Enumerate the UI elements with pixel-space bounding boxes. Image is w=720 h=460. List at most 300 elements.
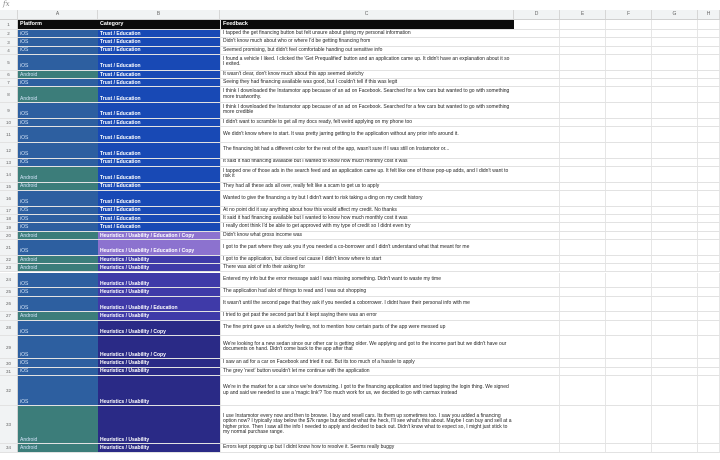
empty-cell[interactable]	[514, 103, 560, 118]
empty-cell[interactable]	[514, 288, 560, 295]
row-number[interactable]: 7	[0, 79, 18, 86]
empty-cell[interactable]	[652, 191, 698, 206]
empty-cell[interactable]	[514, 47, 560, 54]
row-number[interactable]: 19	[0, 223, 18, 230]
empty-cell[interactable]	[698, 273, 720, 288]
category-cell[interactable]: Trust / Education	[98, 119, 220, 126]
feedback-cell[interactable]: Didn't know what gross income was	[220, 232, 514, 239]
empty-cell[interactable]	[606, 47, 652, 54]
empty-cell[interactable]	[698, 336, 720, 358]
feedback-cell[interactable]: I tapped the get financing button but felt unsure about giving my personal information	[220, 30, 514, 37]
platform-cell[interactable]: iOS	[18, 103, 98, 118]
platform-cell[interactable]: iOS	[18, 215, 98, 222]
feedback-cell[interactable]: It wasn't until the second page that they ask if you needed a coborrower. I didnt have their personal info with me	[220, 297, 514, 312]
empty-cell[interactable]	[652, 240, 698, 255]
empty-cell[interactable]	[606, 297, 652, 312]
empty-cell[interactable]	[698, 321, 720, 336]
category-cell[interactable]: Trust / Education	[98, 127, 220, 142]
row-number[interactable]: 28	[0, 321, 18, 336]
empty-cell[interactable]	[560, 288, 606, 295]
row-number[interactable]: 4	[0, 47, 18, 54]
empty-cell[interactable]	[698, 191, 720, 206]
empty-cell[interactable]	[606, 312, 652, 319]
empty-cell[interactable]	[560, 127, 606, 142]
formula-bar[interactable]	[0, 0, 720, 10]
empty-cell[interactable]	[560, 406, 606, 443]
empty-cell[interactable]	[606, 79, 652, 86]
feedback-cell[interactable]: The grey 'next' button wouldn't let me continue with the application	[220, 368, 514, 375]
platform-cell[interactable]: iOS	[18, 223, 98, 230]
empty-cell[interactable]	[698, 159, 720, 166]
category-cell[interactable]: Heuristics / Usability / Education	[98, 297, 220, 312]
category-cell[interactable]: Heuristics / Usability	[98, 368, 220, 375]
platform-cell[interactable]: iOS	[18, 288, 98, 295]
empty-cell[interactable]	[652, 368, 698, 375]
empty-cell[interactable]	[652, 119, 698, 126]
category-cell[interactable]: Trust / Education	[98, 191, 220, 206]
empty-cell[interactable]	[606, 288, 652, 295]
feedback-cell[interactable]: They had all these ads all over, really felt like a scam to get us to apply	[220, 183, 514, 190]
category-cell[interactable]: Heuristics / Usability	[98, 273, 220, 288]
empty-cell[interactable]	[698, 359, 720, 366]
empty-cell[interactable]	[606, 103, 652, 118]
empty-cell[interactable]	[652, 20, 698, 29]
empty-cell[interactable]	[606, 119, 652, 126]
feedback-cell[interactable]: I saw an ad for a car on Facebook and tried it out. But its too much of a hassle to apply	[220, 359, 514, 366]
feedback-cell[interactable]: Wanted to give the financing a try but I didn't want to risk taking a ding on my credit history	[220, 191, 514, 206]
row-number[interactable]: 18	[0, 215, 18, 222]
feedback-cell[interactable]: I didn't want to scramble to get all my docs ready, felt weird applying on my phone too	[220, 119, 514, 126]
empty-cell[interactable]	[606, 273, 652, 288]
category-cell[interactable]: Heuristics / Usability / Copy	[98, 336, 220, 358]
feedback-cell[interactable]: Seemed promising, but didn't feel comfortable handing out sensitive info	[220, 47, 514, 54]
empty-cell[interactable]	[698, 79, 720, 86]
category-cell[interactable]: Trust / Education	[98, 47, 220, 54]
category-cell[interactable]: Trust / Education	[98, 159, 220, 166]
column-header-f[interactable]: F	[606, 10, 652, 19]
header-feedback[interactable]: Feedback	[220, 20, 514, 29]
empty-cell[interactable]	[606, 223, 652, 230]
empty-cell[interactable]	[560, 143, 606, 158]
empty-cell[interactable]	[652, 183, 698, 190]
category-cell[interactable]: Heuristics / Usability	[98, 288, 220, 295]
empty-cell[interactable]	[606, 127, 652, 142]
empty-cell[interactable]	[560, 30, 606, 37]
feedback-cell[interactable]: I found a vehicle I liked. I clicked the 'Get Prequalified' button and an application came up. It didn't have an explanation about it so I exited.	[220, 55, 514, 70]
row-number[interactable]: 14	[0, 167, 18, 182]
empty-cell[interactable]	[698, 368, 720, 375]
empty-cell[interactable]	[698, 167, 720, 182]
empty-cell[interactable]	[652, 47, 698, 54]
platform-cell[interactable]: Android	[18, 444, 98, 451]
column-header-g[interactable]: G	[652, 10, 698, 19]
empty-cell[interactable]	[514, 297, 560, 312]
platform-cell[interactable]: iOS	[18, 273, 98, 288]
empty-cell[interactable]	[652, 71, 698, 78]
platform-cell[interactable]: iOS	[18, 127, 98, 142]
empty-cell[interactable]	[652, 38, 698, 45]
empty-cell[interactable]	[560, 87, 606, 102]
empty-cell[interactable]	[514, 167, 560, 182]
category-cell[interactable]: Heuristics / Usability / Education / Copy	[98, 240, 220, 255]
empty-cell[interactable]	[698, 207, 720, 214]
platform-cell[interactable]: Android	[18, 312, 98, 319]
empty-cell[interactable]	[560, 183, 606, 190]
column-header-d[interactable]: D	[514, 10, 560, 19]
feedback-cell[interactable]: It said it had financing available but I wanted to know how much monthly cost it was	[220, 215, 514, 222]
category-cell[interactable]: Heuristics / Usability	[98, 312, 220, 319]
empty-cell[interactable]	[606, 38, 652, 45]
platform-cell[interactable]: Android	[18, 406, 98, 443]
feedback-cell[interactable]: The application had alot of things to read and I was out shopping	[220, 288, 514, 295]
empty-cell[interactable]	[698, 264, 720, 271]
empty-cell[interactable]	[560, 264, 606, 271]
empty-cell[interactable]	[652, 167, 698, 182]
empty-cell[interactable]	[652, 30, 698, 37]
empty-cell[interactable]	[514, 359, 560, 366]
platform-cell[interactable]: iOS	[18, 143, 98, 158]
empty-cell[interactable]	[652, 223, 698, 230]
empty-cell[interactable]	[514, 71, 560, 78]
row-number[interactable]: 31	[0, 368, 18, 375]
category-cell[interactable]: Trust / Education	[98, 71, 220, 78]
empty-cell[interactable]	[514, 79, 560, 86]
empty-cell[interactable]	[606, 55, 652, 70]
empty-cell[interactable]	[698, 38, 720, 45]
empty-cell[interactable]	[606, 167, 652, 182]
empty-cell[interactable]	[698, 20, 720, 29]
row-number[interactable]: 23	[0, 264, 18, 271]
empty-cell[interactable]	[652, 321, 698, 336]
row-number[interactable]: 2	[0, 30, 18, 37]
header-platform[interactable]: Platform	[18, 20, 98, 29]
column-header-b[interactable]: B	[98, 10, 220, 19]
empty-cell[interactable]	[514, 223, 560, 230]
empty-cell[interactable]	[652, 406, 698, 443]
empty-cell[interactable]	[560, 167, 606, 182]
empty-cell[interactable]	[514, 406, 560, 443]
row-number[interactable]: 9	[0, 103, 18, 118]
row-number[interactable]: 21	[0, 240, 18, 255]
empty-cell[interactable]	[560, 215, 606, 222]
platform-cell[interactable]: iOS	[18, 368, 98, 375]
empty-cell[interactable]	[652, 55, 698, 70]
platform-cell[interactable]: Android	[18, 183, 98, 190]
empty-cell[interactable]	[606, 20, 652, 29]
row-number[interactable]: 20	[0, 232, 18, 239]
empty-cell[interactable]	[514, 30, 560, 37]
empty-cell[interactable]	[560, 321, 606, 336]
row-number[interactable]: 11	[0, 127, 18, 142]
empty-cell[interactable]	[606, 406, 652, 443]
empty-cell[interactable]	[606, 336, 652, 358]
empty-cell[interactable]	[606, 87, 652, 102]
empty-cell[interactable]	[652, 103, 698, 118]
category-cell[interactable]: Trust / Education	[98, 215, 220, 222]
empty-cell[interactable]	[560, 368, 606, 375]
row-number[interactable]: 30	[0, 359, 18, 366]
row-number[interactable]: 25	[0, 288, 18, 295]
row-number[interactable]: 1	[0, 20, 18, 29]
empty-cell[interactable]	[606, 376, 652, 405]
row-number[interactable]: 6	[0, 71, 18, 78]
category-cell[interactable]: Trust / Education	[98, 183, 220, 190]
feedback-cell[interactable]: Didn't know much about who or where I'd be getting financing from	[220, 38, 514, 45]
row-number[interactable]: 17	[0, 207, 18, 214]
empty-cell[interactable]	[560, 71, 606, 78]
empty-cell[interactable]	[698, 127, 720, 142]
empty-cell[interactable]	[652, 297, 698, 312]
empty-cell[interactable]	[606, 183, 652, 190]
empty-cell[interactable]	[560, 232, 606, 239]
category-cell[interactable]: Trust / Education	[98, 30, 220, 37]
empty-cell[interactable]	[698, 297, 720, 312]
empty-cell[interactable]	[514, 312, 560, 319]
category-cell[interactable]: Heuristics / Usability	[98, 444, 220, 451]
empty-cell[interactable]	[606, 256, 652, 263]
empty-cell[interactable]	[514, 376, 560, 405]
feedback-cell[interactable]: I really dont think I'd be able to get approved with my type of credit so I didnt even try	[220, 223, 514, 230]
feedback-cell[interactable]: I use Instamotor every now and then to browse. I buy and resell cars. Its them up sometimes too. I saw you added a financing option now? I typically stay below the $7k range but decided what the heck, I'll see what's this about. Maybe I can buy and sell at a higher price. Then I saw all the info I needed to apply and decided to back out. Didn't know what to expect so, I might just stick to my normal purchase range.	[220, 406, 514, 443]
category-cell[interactable]: Heuristics / Usability	[98, 264, 220, 271]
empty-cell[interactable]	[514, 264, 560, 271]
corner-cell[interactable]	[0, 10, 18, 19]
empty-cell[interactable]	[514, 368, 560, 375]
row-number[interactable]: 12	[0, 143, 18, 158]
empty-cell[interactable]	[652, 359, 698, 366]
empty-cell[interactable]	[514, 240, 560, 255]
empty-cell[interactable]	[560, 223, 606, 230]
category-cell[interactable]: Trust / Education	[98, 143, 220, 158]
empty-cell[interactable]	[652, 273, 698, 288]
platform-cell[interactable]: Android	[18, 264, 98, 271]
empty-cell[interactable]	[606, 143, 652, 158]
feedback-cell[interactable]: The financing bit had a different color for the rest of the app, wasn't sure if I was still on Instamotor or...	[220, 143, 514, 158]
row-number[interactable]: 27	[0, 312, 18, 319]
empty-cell[interactable]	[652, 79, 698, 86]
empty-cell[interactable]	[652, 256, 698, 263]
empty-cell[interactable]	[560, 359, 606, 366]
empty-cell[interactable]	[652, 288, 698, 295]
row-number[interactable]: 33	[0, 406, 18, 443]
feedback-cell[interactable]: We're in the market for a car since we're downsizing. I got to the financing application and tried tapping the login thing. We signed up and said we needed to use a 'magic link'? Too much work for us, we decided to go with carmax instead	[220, 376, 514, 405]
empty-cell[interactable]	[652, 159, 698, 166]
feedback-cell[interactable]: I tried to get past the second part but it kept saying there was an error	[220, 312, 514, 319]
category-cell[interactable]: Heuristics / Usability	[98, 359, 220, 366]
row-number[interactable]: 8	[0, 87, 18, 102]
category-cell[interactable]: Trust / Education	[98, 38, 220, 45]
empty-cell[interactable]	[560, 38, 606, 45]
category-cell[interactable]: Heuristics / Usability / Education / Copy	[98, 232, 220, 239]
category-cell[interactable]: Heuristics / Usability / Copy	[98, 321, 220, 336]
empty-cell[interactable]	[698, 87, 720, 102]
empty-cell[interactable]	[514, 20, 560, 29]
platform-cell[interactable]: Android	[18, 256, 98, 263]
empty-cell[interactable]	[606, 215, 652, 222]
empty-cell[interactable]	[514, 336, 560, 358]
row-number[interactable]: 16	[0, 191, 18, 206]
empty-cell[interactable]	[606, 321, 652, 336]
empty-cell[interactable]	[652, 215, 698, 222]
platform-cell[interactable]: iOS	[18, 47, 98, 54]
empty-cell[interactable]	[606, 359, 652, 366]
empty-cell[interactable]	[606, 240, 652, 255]
empty-cell[interactable]	[698, 215, 720, 222]
feedback-cell[interactable]: I think I downloaded the Instamotor app because of an ad on Facebook. Searched for a few cars but wanted to go with something more trustworthy.	[220, 87, 514, 102]
empty-cell[interactable]	[560, 103, 606, 118]
empty-cell[interactable]	[514, 127, 560, 142]
empty-cell[interactable]	[652, 376, 698, 405]
empty-cell[interactable]	[698, 30, 720, 37]
category-cell[interactable]: Heuristics / Usability	[98, 406, 220, 443]
empty-cell[interactable]	[652, 336, 698, 358]
platform-cell[interactable]: iOS	[18, 297, 98, 312]
empty-cell[interactable]	[652, 232, 698, 239]
empty-cell[interactable]	[514, 191, 560, 206]
empty-cell[interactable]	[560, 119, 606, 126]
feedback-cell[interactable]: We're looking for a new sedan since our other car is getting older. We applying and got to the income part but we didn't have our documents on hand. Didn't come back to the app after that	[220, 336, 514, 358]
category-cell[interactable]: Trust / Education	[98, 207, 220, 214]
feedback-cell[interactable]: Entered my info but the error message said I was missing something. Didn't want to waste my time	[220, 273, 514, 288]
platform-cell[interactable]: iOS	[18, 79, 98, 86]
empty-cell[interactable]	[514, 444, 560, 451]
empty-cell[interactable]	[698, 312, 720, 319]
row-number[interactable]: 5	[0, 55, 18, 70]
empty-cell[interactable]	[606, 71, 652, 78]
empty-cell[interactable]	[514, 215, 560, 222]
empty-cell[interactable]	[652, 207, 698, 214]
column-header-h[interactable]: H	[698, 10, 720, 19]
empty-cell[interactable]	[698, 143, 720, 158]
platform-cell[interactable]: iOS	[18, 159, 98, 166]
empty-cell[interactable]	[698, 232, 720, 239]
empty-cell[interactable]	[514, 87, 560, 102]
feedback-cell[interactable]: The fine print gave us a sketchy feeling, not to mention how certain parts of the app were messed up	[220, 321, 514, 336]
empty-cell[interactable]	[560, 273, 606, 288]
empty-cell[interactable]	[698, 444, 720, 451]
empty-cell[interactable]	[606, 264, 652, 271]
category-cell[interactable]: Trust / Education	[98, 103, 220, 118]
empty-cell[interactable]	[514, 207, 560, 214]
empty-cell[interactable]	[514, 232, 560, 239]
empty-cell[interactable]	[560, 376, 606, 405]
platform-cell[interactable]: iOS	[18, 336, 98, 358]
empty-cell[interactable]	[606, 444, 652, 451]
platform-cell[interactable]: iOS	[18, 207, 98, 214]
empty-cell[interactable]	[698, 240, 720, 255]
empty-cell[interactable]	[560, 297, 606, 312]
row-number[interactable]: 3	[0, 38, 18, 45]
empty-cell[interactable]	[514, 321, 560, 336]
category-cell[interactable]: Trust / Education	[98, 79, 220, 86]
empty-cell[interactable]	[560, 312, 606, 319]
empty-cell[interactable]	[514, 159, 560, 166]
row-number[interactable]: 24	[0, 273, 18, 288]
empty-cell[interactable]	[560, 79, 606, 86]
empty-cell[interactable]	[698, 223, 720, 230]
row-number[interactable]: 34	[0, 444, 18, 451]
category-cell[interactable]: Trust / Education	[98, 55, 220, 70]
row-number[interactable]: 32	[0, 376, 18, 405]
empty-cell[interactable]	[652, 143, 698, 158]
platform-cell[interactable]: Android	[18, 167, 98, 182]
empty-cell[interactable]	[698, 71, 720, 78]
feedback-cell[interactable]: At no point did it say anything about how this would affect my credit. No thanks	[220, 207, 514, 214]
category-cell[interactable]: Trust / Education	[98, 87, 220, 102]
empty-cell[interactable]	[606, 30, 652, 37]
empty-cell[interactable]	[698, 47, 720, 54]
empty-cell[interactable]	[606, 191, 652, 206]
empty-cell[interactable]	[698, 55, 720, 70]
empty-cell[interactable]	[698, 103, 720, 118]
feedback-cell[interactable]: There was alot of info their asking for	[220, 264, 514, 271]
empty-cell[interactable]	[698, 288, 720, 295]
category-cell[interactable]: Trust / Education	[98, 223, 220, 230]
platform-cell[interactable]: Android	[18, 232, 98, 239]
empty-cell[interactable]	[560, 191, 606, 206]
platform-cell[interactable]: iOS	[18, 359, 98, 366]
empty-cell[interactable]	[560, 207, 606, 214]
header-category[interactable]: Category	[98, 20, 220, 29]
feedback-cell[interactable]: We didn't know where to start. It was pretty jarring getting to the application without any prior info around it.	[220, 127, 514, 142]
empty-cell[interactable]	[560, 20, 606, 29]
empty-cell[interactable]	[514, 183, 560, 190]
platform-cell[interactable]: Android	[18, 71, 98, 78]
empty-cell[interactable]	[514, 119, 560, 126]
feedback-cell[interactable]: It said it had financing available but I wanted to know how much monthly cost it was	[220, 159, 514, 166]
column-header-e[interactable]: E	[560, 10, 606, 19]
empty-cell[interactable]	[560, 159, 606, 166]
feedback-cell[interactable]: I think I downloaded the Instamotor app because of an ad on Facebook. Searched for a few cars but wanted to go with something more credible	[220, 103, 514, 118]
row-number[interactable]: 22	[0, 256, 18, 263]
feedback-cell[interactable]: Errors kept popping up but I didnt know how to resolve it. Seems really buggy	[220, 444, 514, 451]
empty-cell[interactable]	[560, 240, 606, 255]
empty-cell[interactable]	[698, 406, 720, 443]
category-cell[interactable]: Trust / Education	[98, 167, 220, 182]
column-header-a[interactable]: A	[18, 10, 98, 19]
row-number[interactable]: 13	[0, 159, 18, 166]
empty-cell[interactable]	[560, 256, 606, 263]
row-number[interactable]: 26	[0, 297, 18, 312]
category-cell[interactable]: Heuristics / Usability	[98, 376, 220, 405]
empty-cell[interactable]	[606, 207, 652, 214]
empty-cell[interactable]	[514, 273, 560, 288]
empty-cell[interactable]	[606, 232, 652, 239]
empty-cell[interactable]	[652, 87, 698, 102]
empty-cell[interactable]	[560, 444, 606, 451]
platform-cell[interactable]: iOS	[18, 30, 98, 37]
empty-cell[interactable]	[606, 368, 652, 375]
empty-cell[interactable]	[652, 264, 698, 271]
row-number[interactable]: 15	[0, 183, 18, 190]
row-number[interactable]: 29	[0, 336, 18, 358]
platform-cell[interactable]: iOS	[18, 191, 98, 206]
empty-cell[interactable]	[514, 143, 560, 158]
platform-cell[interactable]: iOS	[18, 321, 98, 336]
empty-cell[interactable]	[698, 376, 720, 405]
empty-cell[interactable]	[514, 256, 560, 263]
empty-cell[interactable]	[652, 444, 698, 451]
empty-cell[interactable]	[560, 55, 606, 70]
feedback-cell[interactable]: I got to the application, but closed out cause I didn't know where to start	[220, 256, 514, 263]
empty-cell[interactable]	[606, 159, 652, 166]
row-number[interactable]: 10	[0, 119, 18, 126]
empty-cell[interactable]	[698, 256, 720, 263]
empty-cell[interactable]	[514, 38, 560, 45]
empty-cell[interactable]	[560, 336, 606, 358]
empty-cell[interactable]	[652, 127, 698, 142]
platform-cell[interactable]: iOS	[18, 55, 98, 70]
